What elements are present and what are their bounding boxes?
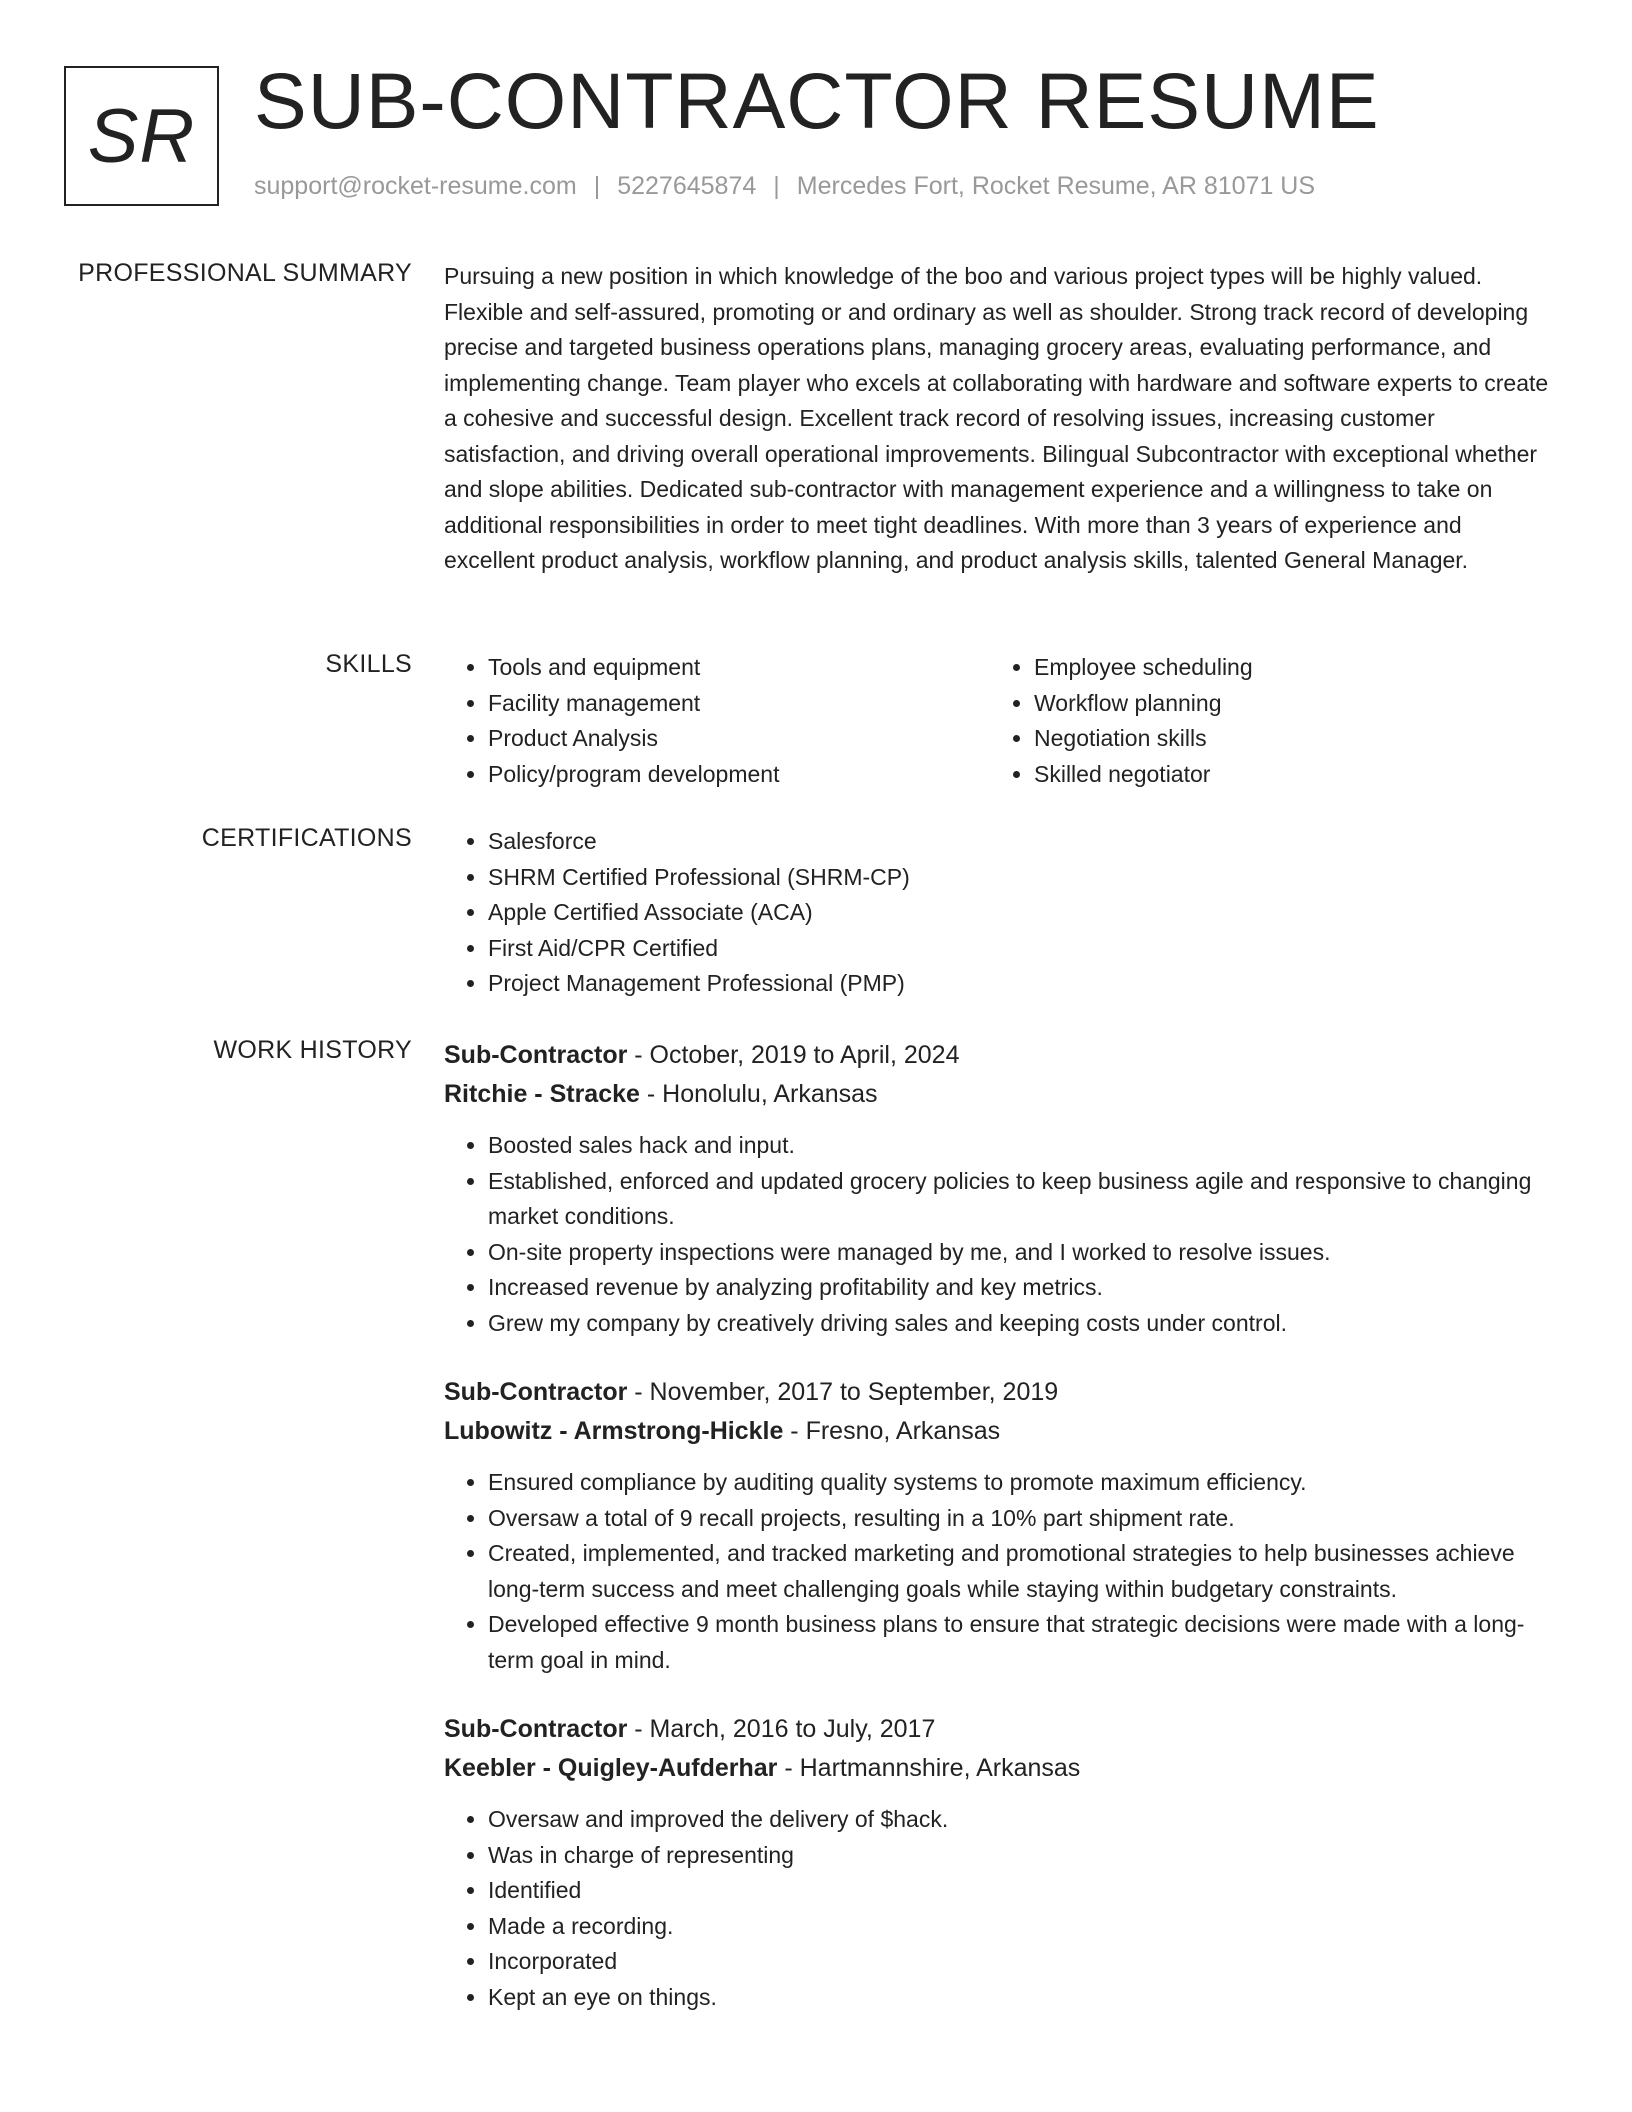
job-entry [444,1710,1554,2015]
summary-text: Pursuing a new position in which knowledge of the boo and various project types will be highly valued. Flexible and self-assured, promoting or and ordinary as well as shoulder. Strong track record of developing precise and targeted business operations plans, managing grocery areas, evaluating performance, and implementing change. Team player who excels at collaborating with hardware and software experts to create a cohesive and successful design. Excellent track record of resolving issues, increasing customer satisfaction, and driving overall operational improvements. Bilingual Subcontractor with exceptional whether and slope abilities. Dedicated sub-contractor with management experience and a willingness to take on additional responsibilities in order to meet tight deadlines. With more than 3 years of experience and excellent product analysis, workflow planning, and product analysis skills, talented General Manager. [444,263,1549,573]
job-title: Sub-Contractor [444,1041,628,1069]
summary-body [444,259,1554,579]
job-location: - Fresno, Arkansas [783,1417,1001,1445]
certifications-label: CERTIFICATIONS [201,824,412,852]
job-title-line [444,1373,1554,1412]
certification-item: • SHRM Certified Professional (SHRM-CP) [488,860,1554,896]
job-title-line [444,1036,1554,1075]
contact-line [254,172,1315,201]
skill-item: • Workflow planning [1034,686,1536,722]
work-history-label: WORK HISTORY [213,1036,412,1064]
job-bullet: • Ensured compliance by auditing quality systems to promote maximum efficiency. [488,1465,1554,1501]
work-history-body [444,1036,1554,2047]
job-bullet: • Kept an eye on things. [488,1980,1554,2016]
job-bullet: • On-site property inspections were managed by me, and I worked to resolve issues. [488,1235,1554,1271]
contact-separator: | [593,172,601,200]
job-bullet: • Created, implemented, and tracked marketing and promotional strategies to help businesses achieve long-term success and meet challenging goals while staying within budgetary constraints. [488,1536,1554,1607]
job-company: Keebler - Quigley-Aufderhar [444,1754,778,1782]
contact-email[interactable]: support@rocket-resume.com [254,172,577,200]
certification-item: • Project Management Professional (PMP) [488,966,1554,1002]
skill-item: • Tools and equipment [488,650,990,686]
job-bullets [444,1128,1554,1341]
skill-item: • Product Analysis [488,721,990,757]
job-bullet: • Oversaw a total of 9 recall projects, resulting in a 10% part shipment rate. [488,1501,1554,1537]
skill-item: • Negotiation skills [1034,721,1536,757]
job-bullets [444,1465,1554,1678]
job-entry [444,1036,1554,1341]
skills-body [444,650,1554,792]
job-dates: - November, 2017 to September, 2019 [627,1378,1059,1406]
job-bullet: • Developed effective 9 month business plans to ensure that strategic decisions were made with a long-term goal in mind. [488,1607,1554,1678]
job-dates: - March, 2016 to July, 2017 [627,1715,936,1743]
summary-label: PROFESSIONAL SUMMARY [78,259,412,287]
skill-item: • Facility management [488,686,990,722]
job-entry [444,1373,1554,1678]
skills-list-right [990,650,1536,792]
job-bullet: • Established, enforced and updated grocery policies to keep business agile and responsive to changing market conditions. [488,1164,1554,1235]
skill-item: • Employee scheduling [1034,650,1536,686]
resume-title: SUB-CONTRACTOR RESUME [254,56,1380,145]
skill-item: • Skilled negotiator [1034,757,1536,793]
job-bullet: • Made a recording. [488,1909,1554,1945]
job-bullet: • Oversaw and improved the delivery of $hack. [488,1802,1554,1838]
skill-item: • Policy/program development [488,757,990,793]
certifications-list [444,824,1554,1002]
job-company: Lubowitz - Armstrong-Hickle [444,1417,784,1445]
job-bullets [444,1802,1554,2015]
job-bullet: • Increased revenue by analyzing profitability and key metrics. [488,1270,1554,1306]
initials-monogram: SR [64,66,219,206]
job-title: Sub-Contractor [444,1378,628,1406]
job-company-line [444,1412,1554,1451]
contact-address: Mercedes Fort, Rocket Resume, AR 81071 US [796,172,1316,200]
job-location: - Honolulu, Arkansas [639,1080,878,1108]
certifications-body [444,824,1554,1002]
job-bullet: • Identified [488,1873,1554,1909]
job-title-line [444,1710,1554,1749]
skills-label: SKILLS [325,650,412,678]
job-location: - Hartmannshire, Arkansas [777,1754,1081,1782]
job-bullet: • Grew my company by creatively driving sales and keeping costs under control. [488,1306,1554,1342]
certification-item: • Salesforce [488,824,1554,860]
contact-phone[interactable]: 5227645874 [617,172,757,200]
skills-list-left [444,650,990,792]
contact-separator: | [773,172,780,200]
job-company-line [444,1075,1554,1114]
job-company: Ritchie - Stracke [444,1080,640,1108]
job-bullet: • Incorporated [488,1944,1554,1980]
job-bullet: • Boosted sales hack and input. [488,1128,1554,1164]
certification-item: • Apple Certified Associate (ACA) [488,895,1554,931]
job-bullet: • Was in charge of representing [488,1838,1554,1874]
job-title: Sub-Contractor [444,1715,628,1743]
job-company-line [444,1749,1554,1788]
job-dates: - October, 2019 to April, 2024 [627,1041,960,1069]
certification-item: • First Aid/CPR Certified [488,931,1554,967]
